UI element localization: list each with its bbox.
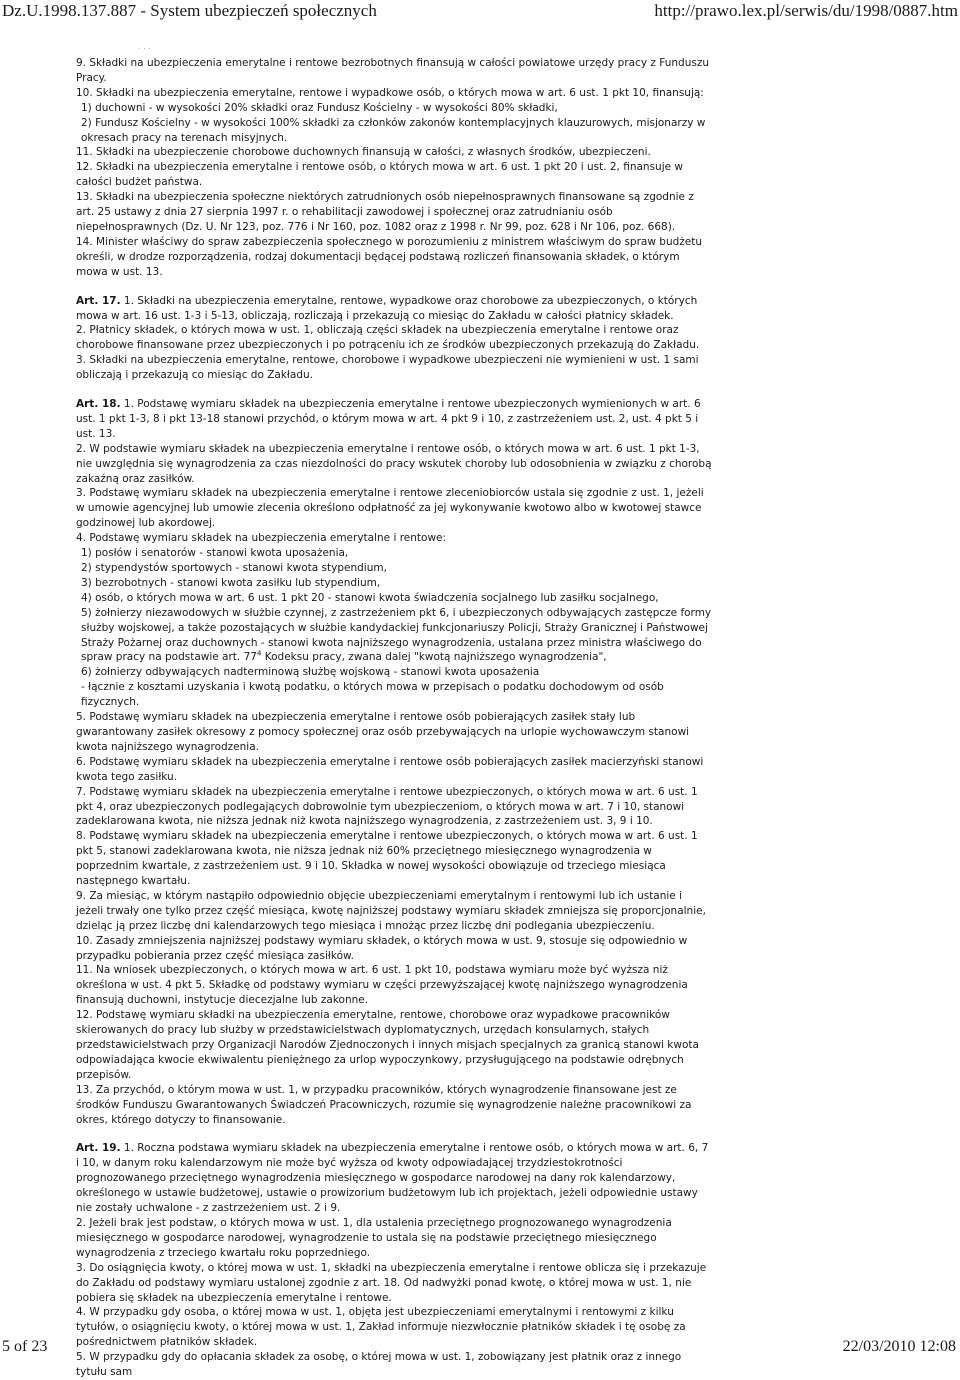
list-item <box>76 116 712 146</box>
paragraph-text: 3) bezrobotnych - stanowi kwota zasiłku lub stypendium, <box>81 576 381 589</box>
paragraph-text: 7. Podstawę wymiaru składek na ubezpieczenia emerytalne i rentowe ubezpieczonych, o których mowa w art. 6 ust. 1 pkt 4, oraz ubezpieczonych podlegających dobrowolnie tym ubezpieczeniom, o których mowa w art. 7 i 10, stanowi zadeklarowana kwota, nie niższa jednak niż kwota najniższego wynagrodzenia, z zastrzeżeniem ust. 3, 9 i 10. <box>76 785 698 828</box>
paragraph <box>76 235 712 280</box>
paragraph <box>76 963 712 1008</box>
paragraph-text: 1. Składki na ubezpieczenia emerytalne, rentowe, wypadkowe oraz chorobowe za ubezpieczonych, o których mowa w art. 16 ust. 1-3 i 5-13, obliczają, rozliczają i przekazują co miesiąc do Zakładu w całości płatnicy składek. <box>76 294 698 322</box>
paragraph-text: 9. Za miesiąc, w którym nastąpiło odpowiednio objęcie ubezpieczeniami emerytalnym i rentowymi lub ich ustanie i jeżeli trwały one tylko przez część miesiąca, kwotę najniższej podstawy wymiaru składek zmniejsza się proporcjonalnie, dzieląc ją przez liczbę dni kalendarzowych tego miesiąca i mnożąc przez liczbę dni podlegania ubezpieczeniu. <box>76 889 706 932</box>
paragraph-text: 12. Podstawę wymiaru składki na ubezpieczenia emerytalne, rentowe, chorobowe oraz wypadkowe pracowników skierowanych do pracy lub służby w przedstawicielstwach dyplomatycznych, urzędach konsularnych, stałych przedstawicielstwach przy Organizacji Narodów Zjednoczonych i innych misjach specjalnych za granicą stanowi kwota odpowiadająca kwocie ekwiwalentu pieniężnego za urlop wypoczynkowy, przysługującego na podstawie odrębnych przepisów. <box>76 1009 699 1081</box>
article-number: Art. 18. <box>76 398 121 411</box>
browser-print-footer <box>0 1338 960 1357</box>
paragraph-text: 4. Podstawę wymiaru składek na ubezpieczenia emerytalne i rentowe: <box>76 532 447 545</box>
paragraph-text: 12. Składki na ubezpieczenia emerytalne i rentowe osób, o których mowa w art. 6 ust. 1 pkt 20 i ust. 2, finansuje w całości budżet państwa. <box>76 161 684 189</box>
paragraph-text: 2. W podstawie wymiaru składek na ubezpieczenia emerytalne i rentowe osób, o których mowa w art. 6 ust. 1 pkt 1-3, nie uwzględnia się wynagrodzenia za czas niezdolności do pracy wskutek choroby lub odosobnienia w związku z chorobą zakaźną oraz zasiłków. <box>76 442 712 485</box>
paragraph-text: 14. Minister właściwy do spraw zabezpieczenia społecznego w porozumieniu z ministrem właściwym do spraw budżetu określi, w drodze rozporządzenia, rodzaj dokumentacji będącej podstawą rozliczeń finansowania składek, o którym mowa w ust. 13. <box>76 235 703 278</box>
document-body <box>76 56 712 1380</box>
paragraph-text: 2. Jeżeli brak jest podstaw, o których mowa w ust. 1, dla ustalenia przeciętnego prognozowanego wynagrodzenia miesięcznego w gospodarce narodowej, wynagrodzenie to ustala się na podstawie przeciętnego miesięcznego wynagrodzenia z trzeciego kwartału roku poprzedniego. <box>76 1216 672 1259</box>
paragraph <box>76 190 712 235</box>
paragraph-text-continued: Kodeksu pracy, zwana dalej "kwotą najniższego wynagrodzenia", <box>261 651 607 664</box>
paragraph <box>76 710 712 755</box>
list-item <box>76 606 712 666</box>
paragraph-text: 13. Składki na ubezpieczenia społeczne niektórych zatrudnionych osób niepełnosprawnych finansowane są zgodnie z art. 25 ustawy z dnia 27 sierpnia 1997 r. o rehabilitacji zawodowej i społecznej oraz zatrudnianiu osób niepełnosprawnych (Dz. U. Nr 123, poz. 776 i Nr 160, poz. 1082 oraz z 1998 r. Nr 99, poz. 628 i Nr 106, poz. 668). <box>76 191 694 233</box>
paragraph <box>76 486 712 531</box>
paragraph-text: - łącznie z kosztami uzyskania i kwotą podatku, o których mowa w przepisach o podatku dochodowym od osób fizycznych. <box>81 681 664 709</box>
paragraph-text: 1. Podstawę wymiaru składek na ubezpieczenia emerytalne i rentowe ubezpieczonych wymienionych w art. 6 ust. 1 pkt 1-3, 8 i pkt 13-18 stanowi przychód, o którym mowa w art. 4 pkt 9 i 10, z zastrzeżeniem ust. 2, ust. 4 pkt 5 i ust. 13. <box>76 398 701 440</box>
paragraph <box>76 755 712 785</box>
paragraph-text: 2) Fundusz Kościelny - w wysokości 100% składki za członków zakonów kontemplacyjnych klauzurowych, misjonarzy w okresach pracy na terenach misyjnych. <box>81 116 706 144</box>
article-number: Art. 17. <box>76 294 121 307</box>
paragraph-text: 13. Za przychód, o którym mowa w ust. 1, w przypadku pracowników, których wynagrodzenie finansowane jest ze środków Funduszu Gwarantowanych Świadczeń Pracowniczych, rozumie się wynagrodzenie należne pracownikowi za okres, którego dotyczy to finansowanie. <box>76 1083 692 1126</box>
paragraph-text: 6) żołnierzy odbywających nadterminową służbę wojskową - stanowi kwota uposażenia <box>81 666 540 679</box>
document-title: Dz.U.1998.137.887 - System ubezpieczeń społecznych <box>2 1 377 20</box>
browser-print-header <box>0 0 960 24</box>
superscript: 4 <box>256 649 262 658</box>
paragraph-gap <box>76 280 712 294</box>
paragraph-text: 3. Podstawę wymiaru składek na ubezpieczenia emerytalne i rentowe zleceniobiorców ustala się zgodnie z ust. 1, jeżeli w umowie agencyjnej lub umowie zlecenia określono odpłatność za jej wykonywanie kwotowo albo w kwotowej stawce godzinowej lub akordowej. <box>76 487 704 530</box>
paragraph-text: 4) osób, o których mowa w art. 6 ust. 1 pkt 20 - stanowi kwota świadczenia socjalnego lub zasiłku socjalnego, <box>81 591 659 604</box>
article-paragraph <box>76 1141 712 1216</box>
cut-off-text-fragment: . . . <box>138 44 151 50</box>
paragraph-text: 4. W przypadku gdy osoba, o której mowa w ust. 1, objęta jest ubezpieczeniami emerytalnymi i rentowymi z kilku tytułów, o osiągnięciu kwoty, o której mowa w ust. 1, Zakład informuje niezwłocznie płatników składek i tę osobę za pośrednictwem płatników składek. <box>76 1306 686 1349</box>
paragraph-text: 5. W przypadku gdy do opłacania składek za osobę, o której mowa w ust. 1, zobowiązany jest płatnik oraz z innego tytułu sam <box>76 1351 682 1379</box>
paragraph <box>76 1008 712 1083</box>
paragraph <box>76 785 712 830</box>
list-item <box>76 576 712 591</box>
paragraph <box>76 829 712 889</box>
paragraph <box>76 56 712 86</box>
paragraph-text: 3. Składki na ubezpieczenia emerytalne, rentowe, chorobowe i wypadkowe ubezpieczeni nie wymienieni w ust. 1 sami obliczają i przekazują co miesiąc do Zakładu. <box>76 354 699 382</box>
paragraph-text: 11. Na wniosek ubezpieczonych, o których mowa w art. 6 ust. 1 pkt 10, podstawa wymiaru może być wyższa niż określona w ust. 4 pkt 5. Składkę od podstawy wymiaru w części przewyższającej kwotę najniższego wynagrodzenia finansują duchowni, instytucje diecezjalne lub zakonne. <box>76 964 688 1007</box>
paragraph <box>76 1216 712 1261</box>
list-item <box>76 101 712 116</box>
paragraph-text: 1) duchowni - w wysokości 20% składki oraz Fundusz Kościelny - w wysokości 80% składki, <box>81 101 558 114</box>
paragraph-gap <box>76 383 712 397</box>
article-paragraph <box>76 294 712 324</box>
paragraph-gap <box>76 1127 712 1141</box>
paragraph <box>76 1083 712 1128</box>
article-number: Art. 19. <box>76 1142 121 1155</box>
paragraph <box>76 889 712 934</box>
paragraph-text: 10. Składki na ubezpieczenia emerytalne, rentowe i wypadkowe osób, o których mowa w art. 6 ust. 1 pkt 10, finansują: <box>76 86 704 99</box>
paragraph-text: 1. Roczna podstawa wymiaru składek na ubezpieczenia emerytalne i rentowe osób, o których mowa w art. 6, 7 i 10, w danym roku kalendarzowym nie może być wyższa od kwoty odpowiadającej trzydziestokrotności prognozowanego przeciętnego wynagrodzenia miesięcznego w gospodarce narodowej na dany rok kalendarzowy, określonego w ustawie budżetowej, ustawie o prowizorium budżetowym lub ich projektach, jeżeli odpowiednie ustawy nie zostały uchwalone - z zastrzeżeniem ust. 2 i 9. <box>76 1142 709 1215</box>
article-paragraph <box>76 397 712 442</box>
paragraph <box>76 442 712 487</box>
paragraph <box>76 160 712 190</box>
paragraph <box>76 934 712 964</box>
paragraph-text: 8. Podstawę wymiaru składek na ubezpieczenia emerytalne i rentowe ubezpieczonych, o których mowa w art. 6 ust. 1 pkt 5, stanowi zadeklarowana kwota, nie niższa jednak niż 60% przeciętnego miesięcznego wynagrodzenia w poprzednim kwartale, z zastrzeżeniem ust. 9 i 10. Składka w nowej wysokości obowiązuje od trzeciego miesiąca następnego kwartału. <box>76 830 698 888</box>
paragraph-text: 2) stypendystów sportowych - stanowi kwota stypendium, <box>81 562 387 574</box>
list-item <box>76 680 712 710</box>
paragraph <box>76 145 712 160</box>
paragraph-text: 1) posłów i senatorów - stanowi kwota uposażenia, <box>81 547 349 560</box>
paragraph-text: 2. Płatnicy składek, o których mowa w ust. 1, obliczają części składek na ubezpieczenia emerytalne i rentowe oraz chorobowe finansowane przez ubezpieczonych i po potrąceniu ich ze środków ubezpieczonych przekazują do Zakładu. <box>76 324 700 352</box>
list-item <box>76 546 712 561</box>
list-item <box>76 591 712 606</box>
paragraph-text: 9. Składki na ubezpieczenia emerytalne i rentowe bezrobotnych finansują w całości powiatowe urzędy pracy z Funduszu Pracy. <box>76 57 709 84</box>
print-datetime: 22/03/2010 12:08 <box>842 1338 956 1355</box>
document-url[interactable]: http://prawo.lex.pl/serwis/du/1998/0887.htm <box>654 1 958 20</box>
paragraph <box>76 1261 712 1306</box>
paragraph <box>76 86 712 101</box>
paragraph-text: 3. Do osiągnięcia kwoty, o której mowa w ust. 1, składki na ubezpieczenia emerytalne i rentowe oblicza się i przekazuje do Zakładu od podstawy wymiaru ustalonej zgodnie z art. 18. Od nadwyżki ponad kwotę, o której mowa w ust. 1, nie pobiera się składek na ubezpieczenia emerytalne i rentowe. <box>76 1261 707 1304</box>
list-item <box>76 665 712 680</box>
paragraph <box>76 353 712 383</box>
paragraph-text: 5) żołnierzy niezawodowych w służbie czynnej, z zastrzeżeniem pkt 6, i ubezpieczonych odbywających zastępcze formy służby wojskowej, a także pozostających w służbie kandydackiej funkcjonariuszy Policji, Straży Granicznej i Państwowej Straży Pożarnej oraz duchownych - stanowi kwota najniższego wynagrodzenia, ustalana przez ministra właściwego do spraw pracy na podstawie art. 77 <box>81 606 712 664</box>
page-number: 5 of 23 <box>2 1338 48 1355</box>
paragraph <box>76 531 712 546</box>
paragraph-text: 11. Składki na ubezpieczenie chorobowe duchownych finansują w całości, z własnych środków, ubezpieczeni. <box>76 146 651 159</box>
paragraph-text: 6. Podstawę wymiaru składek na ubezpieczenia emerytalne i rentowe osób pobierających zasiłek macierzyński stanowi kwota tego zasiłku. <box>76 755 704 783</box>
paragraph <box>76 323 712 353</box>
paragraph-text: 5. Podstawę wymiaru składek na ubezpieczenia emerytalne i rentowe osób pobierających zasiłek stały lub gwarantowany zasiłek okresowy z pomocy społecznej oraz osób przebywających na urlopie wychowawczym stanowi kwota najniższego wynagrodzenia. <box>76 711 690 753</box>
list-item <box>76 561 712 576</box>
paragraph-text: 10. Zasady zmniejszenia najniższej podstawy wymiaru składek, o których mowa w ust. 9, stosuje się odpowiednio w przypadku pobierania przez część miesiąca zasiłków. <box>76 934 688 962</box>
